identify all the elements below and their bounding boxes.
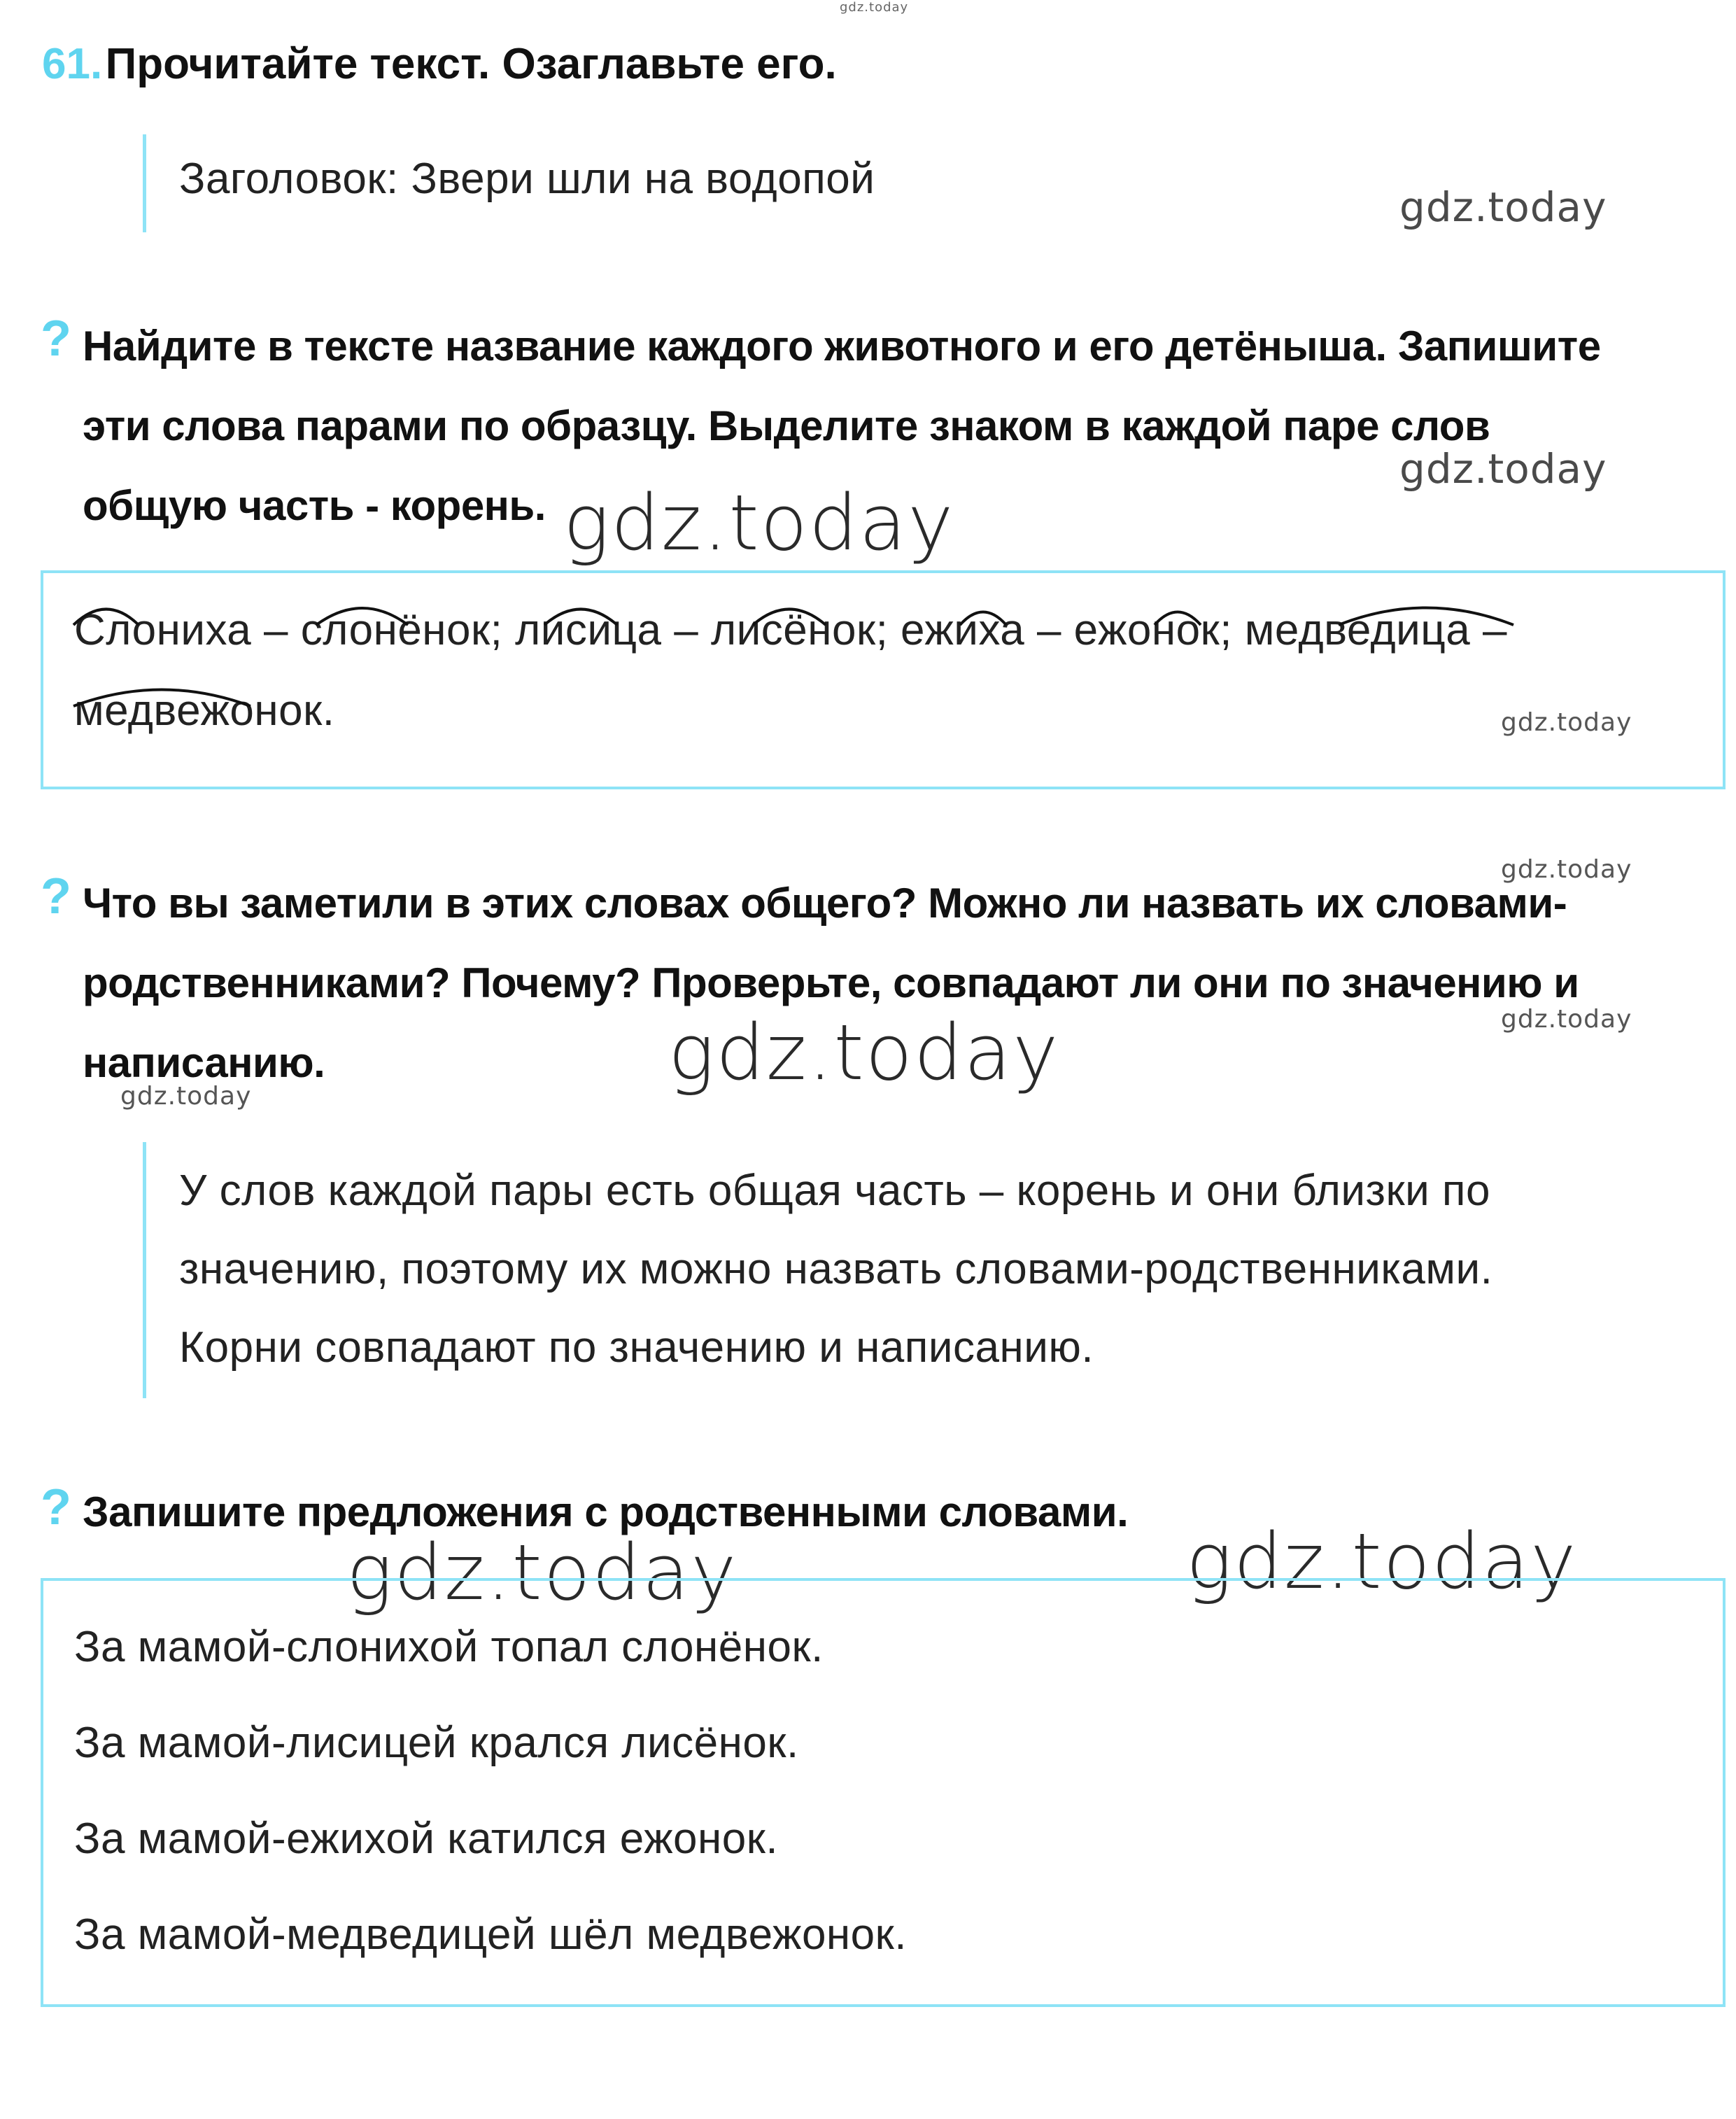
sentence: За мамой-слонихой топал слонёнок. (74, 1623, 824, 1671)
watermark: gdz.today (1501, 1005, 1632, 1034)
answer-2-line: значению, поэтому их можно назвать словами-родственниками. (179, 1245, 1493, 1293)
sentence: За мамой-медведицей шёл медвежонок. (74, 1910, 907, 1959)
task-header (42, 39, 837, 89)
question-mark-icon: ? (41, 311, 71, 367)
watermark: gdz.today (120, 1082, 252, 1111)
watermark: gdz.today (1399, 445, 1607, 493)
task-title: Прочитайте текст. Озаглавьте его. (105, 40, 837, 88)
title-answer: Заголовок: Звери шли на водопой (179, 155, 875, 203)
question-3-line: Запишите предложения с родственными словами. (83, 1488, 1129, 1535)
watermark: gdz.today (1186, 1516, 1578, 1606)
sentence: За мамой-ежихой катился ежонок. (74, 1815, 779, 1863)
question-1-line: общую часть - корень. (83, 482, 546, 529)
answer-bar-title (143, 134, 146, 232)
answer-2-line: У слов каждой пары есть общая часть – корень и они близки по (179, 1167, 1490, 1215)
question-mark-icon: ? (41, 1479, 71, 1535)
answer-bar-2 (143, 1142, 146, 1398)
watermark: gdz.today (563, 478, 955, 568)
watermark-top: gdz.today (840, 0, 909, 15)
answer-2-line: Корни совпадают по значению и написанию. (179, 1323, 1094, 1372)
answer-1-line: Слониха – слонёнок; лисица – лисёнок; ежиха – ежонок; медведица – (74, 606, 1507, 654)
watermark: gdz.today (668, 1008, 1060, 1097)
watermark: gdz.today (1399, 183, 1607, 231)
task-number: 61. (42, 40, 103, 88)
question-1-line: эти слова парами по образцу. Выделите знаком в каждой паре слов (83, 402, 1490, 449)
question-2-line: Что вы заметили в этих словах общего? Можно ли назвать их словами- (83, 880, 1567, 927)
question-2-line: родственниками? Почему? Проверьте, совпадают ли они по значению и (83, 959, 1579, 1006)
question-2-line: написанию. (83, 1039, 325, 1086)
sentence: За мамой-лисицей крался лисёнок. (74, 1719, 799, 1767)
question-1-line: Найдите в тексте название каждого животного и его детёныша. Запишите (83, 323, 1601, 369)
watermark: gdz.today (1501, 855, 1632, 884)
answer-2 (179, 1152, 1492, 1387)
answer-1-line: медвежонок. (74, 687, 335, 735)
question-mark-icon: ? (41, 868, 71, 924)
watermark: gdz.today (346, 1528, 738, 1617)
watermark: gdz.today (1501, 708, 1632, 737)
answer-box-1 (41, 570, 1726, 789)
